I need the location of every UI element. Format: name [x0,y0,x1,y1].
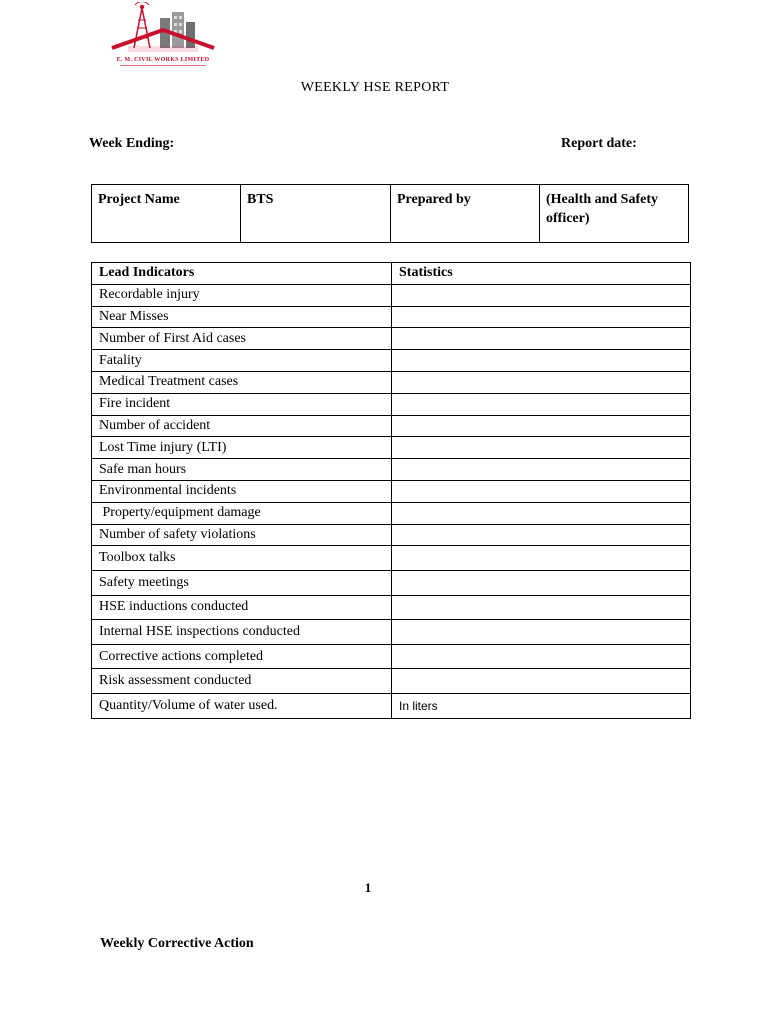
indicator-cell: HSE inductions conducted [92,595,392,620]
indicator-cell: Risk assessment conducted [92,669,392,694]
statistic-cell[interactable] [392,437,691,459]
table-row [92,644,691,669]
table-row [92,393,691,415]
logo-company-name: E. M. CIVIL WORKS LIMITED [116,57,210,63]
indicator-cell: Internal HSE inspections conducted [92,620,392,645]
indicator-cell: Corrective actions completed [92,644,392,669]
document-title: WEEKLY HSE REPORT [300,80,450,95]
logo-graphic [108,2,218,58]
corrective-action-heading: Weekly Corrective Action [100,936,254,951]
statistic-cell[interactable] [392,644,691,669]
table-row [92,459,691,481]
indicator-cell: Near Misses [92,306,392,328]
table-header-row [92,263,691,285]
statistic-cell[interactable] [392,524,691,546]
table-row [92,669,691,694]
indicator-cell: Safety meetings [92,570,392,595]
table-row [92,284,691,306]
table-row [92,350,691,372]
company-logo [108,2,218,66]
statistic-cell[interactable] [392,393,691,415]
prepared-by-value: (Health and Safety officer) [546,192,658,226]
indicator-cell: Safe man hours [92,459,392,481]
table-row [92,415,691,437]
table-row [92,570,691,595]
indicator-cell: Property/equipment damage [92,502,392,524]
indicator-cell: Number of safety violations [92,524,392,546]
indicator-cell: Number of accident [92,415,392,437]
page-number: 1 [364,880,372,895]
statistic-cell[interactable] [392,502,691,524]
statistic-cell[interactable]: In liters [392,693,691,718]
project-name-value: BTS [241,185,391,242]
header-lead-indicators: Lead Indicators [92,263,392,285]
table-row [92,595,691,620]
prepared-by-label: Prepared by [391,185,540,242]
table-row [92,306,691,328]
header-statistics: Statistics [392,263,691,285]
indicator-cell: Fatality [92,350,392,372]
table-row [92,502,691,524]
table-row [92,480,691,502]
indicator-cell: Quantity/Volume of water used. [92,693,392,718]
project-info-table [91,184,689,243]
statistic-cell[interactable] [392,328,691,350]
statistic-cell[interactable] [392,415,691,437]
statistic-cell[interactable] [392,284,691,306]
table-row [92,546,691,571]
statistic-cell[interactable] [392,459,691,481]
indicator-cell: Number of First Aid cases [92,328,392,350]
table-row [92,371,691,393]
table-row [92,437,691,459]
statistic-cell[interactable] [392,350,691,372]
table-row [92,620,691,645]
indicator-cell: Lost Time injury (LTI) [92,437,392,459]
statistic-cell[interactable] [392,595,691,620]
logo-divider [120,65,206,66]
statistic-cell[interactable] [392,371,691,393]
week-ending-label: Week Ending: [89,136,175,151]
indicator-cell: Recordable injury [92,284,392,306]
statistic-cell[interactable] [392,480,691,502]
project-name-label: Project Name [92,185,241,242]
indicator-cell: Fire incident [92,393,392,415]
indicator-cell: Environmental incidents [92,480,392,502]
table-row [92,524,691,546]
indicator-cell: Medical Treatment cases [92,371,392,393]
table-row [92,693,691,718]
statistic-cell[interactable] [392,570,691,595]
statistic-cell[interactable] [392,669,691,694]
indicator-cell: Toolbox talks [92,546,392,571]
statistic-cell[interactable] [392,306,691,328]
table-row [92,328,691,350]
statistic-cell[interactable] [392,620,691,645]
statistic-cell[interactable] [392,546,691,571]
lead-indicators-table [91,262,691,719]
report-date-label: Report date: [561,136,637,151]
